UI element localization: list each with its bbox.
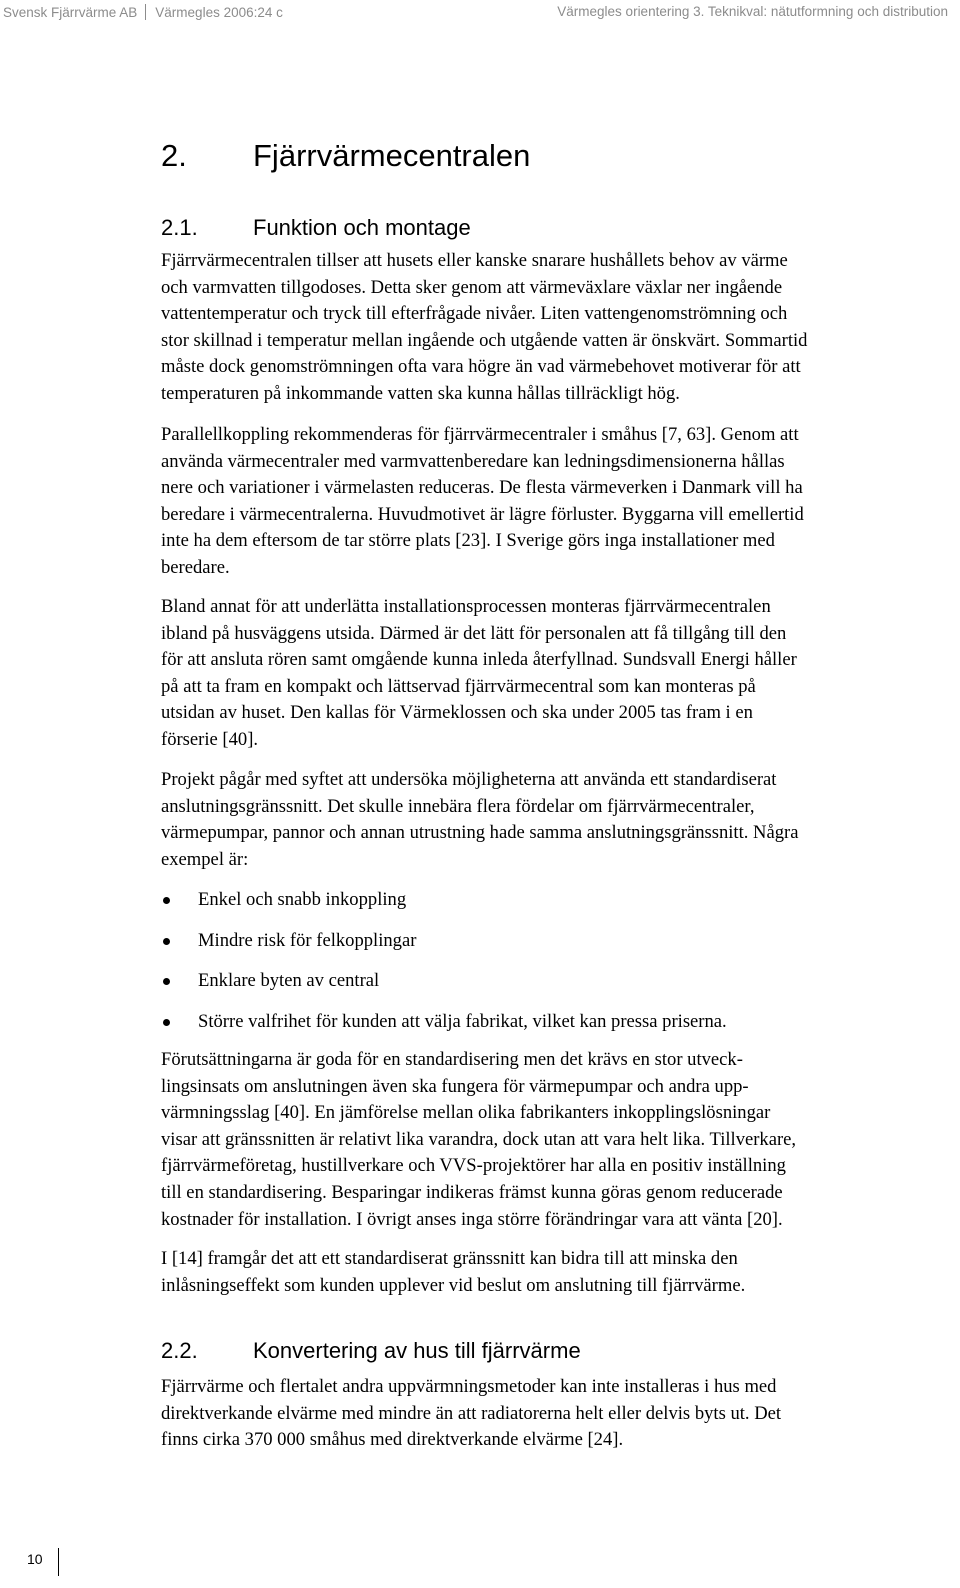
page-header: [0, 4, 960, 28]
paragraph-parallel: Parallellkoppling rekommenderas för fjärrvärmecentraler i småhus [7, 63]. Genom att använda värmecentraler med varmvattenberedare kan ledningsdimensionerna hållas nere och variationer i värmelasten reduceras. De flesta värmeverken i Danmark vill ha beredare i värmecentralerna. Huvudmotivet är lägre förluster. Byggarna vill emellertid inte ha dem eftersom de tar större plats [23]. I Sverige görs inga installationer med beredare.: [161, 424, 804, 578]
paragraph-standardization: Förutsättningarna är goda för en standardisering men det krävs en stor utveck- lingsinsats om anslutningen även ska fungera för värmepumpar och andra upp- värmningsslag [40]. En jämförelse mellan olika fabrikanters inkopplingslösningar visar att gränssnitten är relativt lika varandra, dock utan att vara helt lika. Tillverkare, fjärrvärmeföretag, hustillverkare och VVS-projektörer har alla en positiv inställning till en standardisering. Besparingar indikeras främst kunna göras genom reducerade kostnader för installation. I övrigt anses inga större förändringar vara att vänta [20].: [161, 1049, 797, 1230]
section-title: Funktion och montage: [253, 215, 471, 240]
chapter-heading: [161, 138, 530, 174]
bullet-icon: [163, 978, 170, 985]
section-heading-2-1: [161, 215, 471, 241]
benefits-list: [161, 887, 941, 1049]
header-separator: [145, 4, 146, 20]
header-org: Svensk Fjärrvärme AB: [3, 5, 138, 20]
paragraph-mounting: Bland annat för att underlätta installationsprocessen monteras fjärrvärmecentralen ibland på husväggens utsida. Därmed är det lätt för personalen att få tillgång till den för att ansluta rören samt omgående kunna inleda återfyllnad. Sundsvall Energi håller på att ta fram en kompakt och lättservad fjärrvärmecentral som kan monteras på utsidan av huset. Den kallas för Värmeklossen och ska under 2005 tas fram i en förserie [40].: [161, 596, 797, 750]
header-section: Värmegles orientering 3. Teknikval: nätutformning och distribution: [557, 4, 948, 19]
section-number: 2.2.: [161, 1338, 198, 1363]
header-left: [3, 4, 283, 20]
bullet-icon: [163, 938, 170, 945]
list-item: Enklare byten av central: [161, 968, 941, 1009]
footer-divider: [58, 1548, 59, 1576]
list-item: Enkel och snabb inkoppling: [161, 887, 941, 928]
chapter-number: 2.: [161, 138, 187, 173]
bullet-icon: [163, 897, 170, 904]
header-report: Värmegles 2006:24 c: [155, 5, 283, 20]
list-item: Mindre risk för felkopplingar: [161, 928, 941, 969]
paragraph-project: Projekt pågår med syftet att undersöka möjligheterna att använda ett standardiserat anslutningsgränssnitt. Det skulle innebära flera fördelar om fjärrvärmecentraler, värmepumpar, pannor och annan utrustning hade samma anslutningsgränssnitt. Några exempel är:: [161, 769, 799, 870]
section-title: Konvertering av hus till fjärrvärme: [253, 1338, 581, 1363]
paragraph-conversion: Fjärrvärme och flertalet andra uppvärmningsmetoder kan inte installeras i hus med direktverkande elvärme med mindre än att radiatorerna helt eller delvis byts ut. Det finns cirka 370 000 småhus med direktverkande elvärme [24].: [161, 1376, 782, 1451]
chapter-title: Fjärrvärmecentralen: [253, 138, 531, 173]
paragraph-lockin: I [14] framgår det att ett standardiserat gränssnitt kan bidra till att minska den inlåsningseffekt som kunden upplever vid beslut om anslutning till fjärrvärme.: [161, 1248, 746, 1296]
section-number: 2.1.: [161, 215, 198, 240]
paragraph-function: Fjärrvärmecentralen tillser att husets eller kanske snarare hushållets behov av värme och varmvatten tillgodoses. Detta sker genom att värmeväxlare växlar ner ingående vattentemperatur och tryck till efterfrågade nivåer. Liten vattengenomströmning och stor skillnad i temperatur mellan ingående och utgående vatten är önskvärt. Sommartid måste dock genomströmningen ofta vara högre än vad värmebehovet motiverar för att temperaturen på inkommande vatten ska kunna hållas tillräckligt hög.: [161, 250, 808, 404]
bullet-icon: [163, 1019, 170, 1026]
page-footer: [0, 1548, 120, 1578]
page-number: 10: [27, 1551, 43, 1567]
list-item: Större valfrihet för kunden att välja fabrikat, vilket kan pressa priserna.: [161, 1009, 941, 1050]
section-heading-2-2: [161, 1338, 581, 1364]
